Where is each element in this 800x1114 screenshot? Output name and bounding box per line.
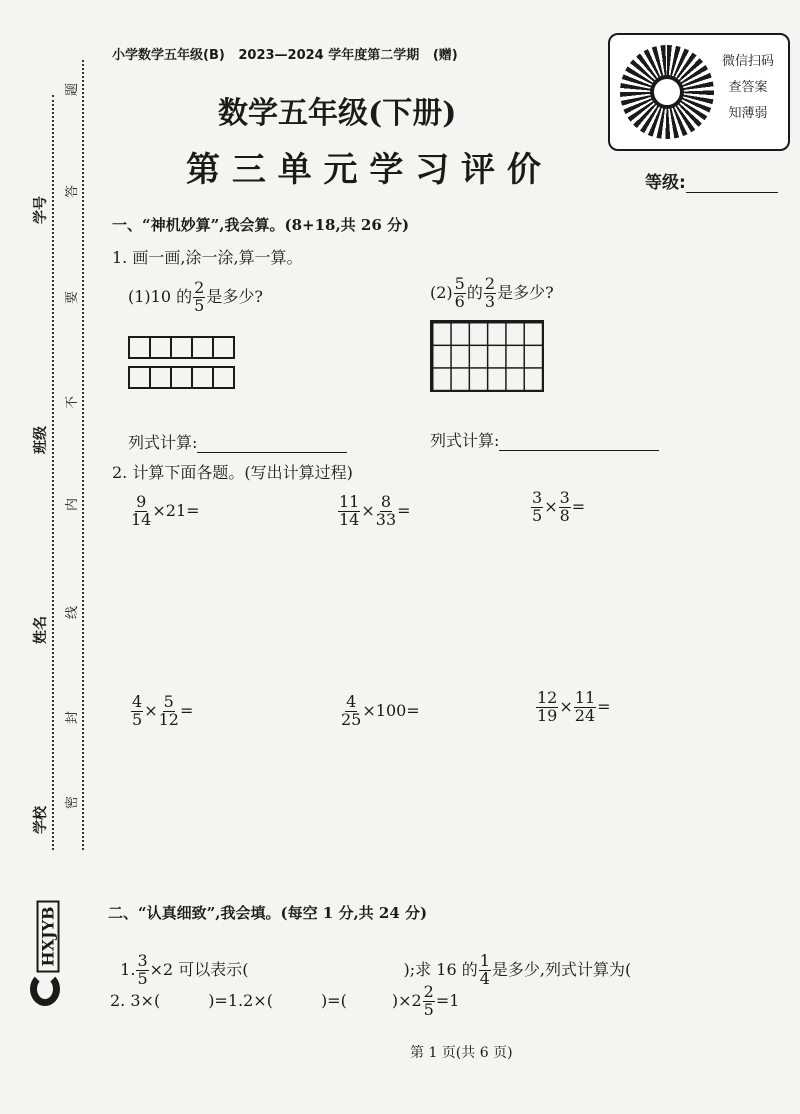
calc-item: $\frac{3}{5}$ × $\frac{3}{8}$ = <box>532 488 586 525</box>
seal-char: 密 <box>65 795 81 810</box>
section1-heading: 一、“神机妙算”,我会算。(8+18,共 26 分) <box>112 216 410 234</box>
publisher-logo: HXJYB <box>37 900 60 972</box>
calc-item: $\frac{12}{19}$ × $\frac{11}{24}$ = <box>537 688 611 725</box>
q1-text: 1. 画一画,涂一涂,算一算。 <box>112 248 303 267</box>
qr-caption: 微信扫码 查答案 知薄弱 <box>722 54 775 121</box>
fill-q2[interactable]: 2. 3×( )=1.2×( )=( )×2 $\frac{2}{5}$ =1 <box>110 982 460 1019</box>
seal-char: 答 <box>65 184 81 199</box>
seal-char: 封 <box>65 710 81 725</box>
field-line <box>52 95 54 850</box>
calc-item: $\frac{4}{5}$ × $\frac{5}{12}$ = <box>132 692 194 729</box>
series-header: 小学数学五年级(B) 2023—2024 学年度第二学期 (赠) <box>112 48 458 63</box>
field-student-id: 学号 <box>33 196 49 224</box>
seal-char: 线 <box>65 605 81 620</box>
calc-field-1[interactable]: 列式计算: <box>128 430 347 453</box>
q1-part1: (1)10 的 $\frac{2}{5}$ 是多少? <box>128 278 263 315</box>
qr-code-icon <box>620 45 714 139</box>
page-title: 数学五年级(下册) <box>218 96 457 131</box>
grade-field[interactable] <box>645 168 778 193</box>
grade-label: 等级: <box>645 173 686 193</box>
q1-part2: (2) $\frac{5}{6}$ 的 $\frac{2}{3}$ 是多少? <box>430 274 554 311</box>
seal-char: 要 <box>65 290 81 305</box>
seal-char: 不 <box>65 395 81 410</box>
section2-heading: 二、“认真细致”,我会填。(每空 1 分,共 24 分) <box>108 904 428 922</box>
q2-text: 2. 计算下面各题。(写出计算过程) <box>112 463 353 482</box>
field-class: 班级 <box>33 426 49 454</box>
page-subtitle: 第 三 单 元 学 习 评 价 <box>186 150 541 190</box>
fill-q1[interactable]: 1. $\frac{3}{5}$ ×2 可以表示( );求 16 的 $\frac{1}{4}$ 是多少,列式计算为( <box>120 951 632 988</box>
seal-char: 内 <box>65 497 81 512</box>
logo-mark-icon <box>30 972 60 1006</box>
seal-line <box>82 60 84 850</box>
calc-item: $\frac{11}{14}$ × $\frac{8}{33}$ = <box>339 492 411 529</box>
page-number: 第 1 页(共 6 页) <box>410 1045 513 1061</box>
field-school: 学校 <box>33 806 49 834</box>
shading-grid[interactable] <box>430 320 544 392</box>
calc-item: $\frac{9}{14}$ ×21= <box>131 492 200 529</box>
seal-char: 题 <box>65 82 81 97</box>
calc-field-2[interactable]: 列式计算: <box>430 428 659 451</box>
calc-item: $\frac{4}{25}$ ×100= <box>341 692 420 729</box>
qr-panel[interactable] <box>608 33 790 151</box>
field-name: 姓名 <box>33 616 49 644</box>
